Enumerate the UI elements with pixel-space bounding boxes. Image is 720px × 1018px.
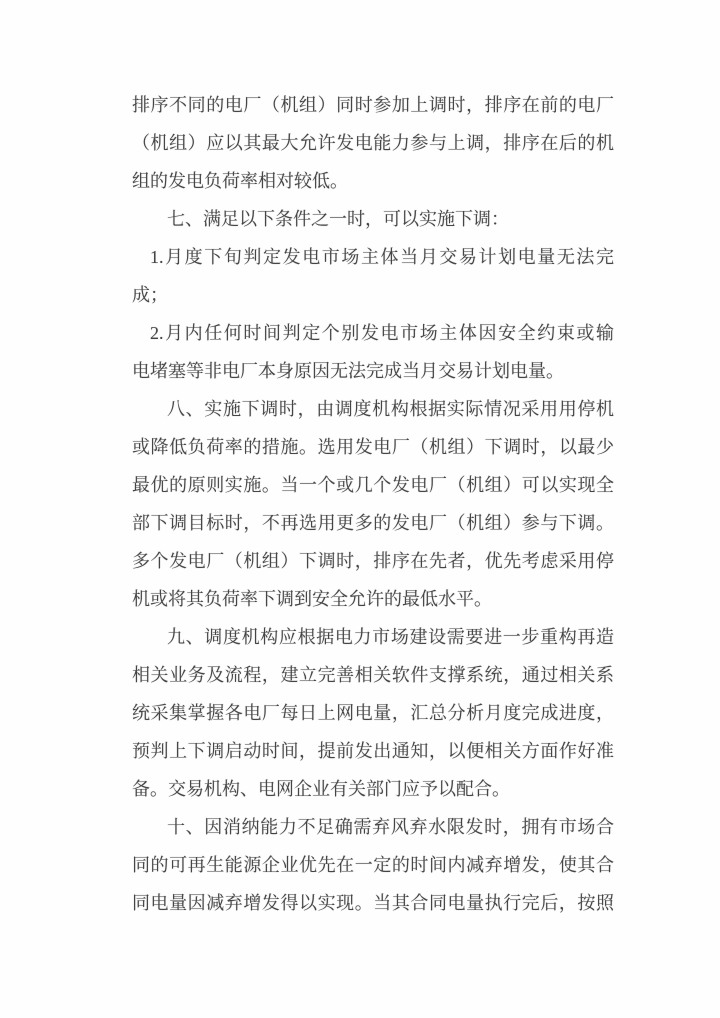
text-line: 成； <box>132 285 168 305</box>
text-line: 预判上下调启动时间，提前发出通知，以便相关方面作好准 <box>132 741 614 761</box>
text-line: 组的发电负荷率相对较低。 <box>132 171 348 191</box>
text-line: 九、调度机构应根据电力市场建设需要进一步重构再造 <box>167 627 614 647</box>
document-body <box>132 86 614 922</box>
text-line: 相关业务及流程，建立完善相关软件支撑系统，通过相关系 <box>132 665 614 685</box>
text-line: 1.月度下旬判定发电市场主体当月交易计划电量无法完 <box>150 247 614 267</box>
text-line: 排序不同的电厂（机组）同时参加上调时，排序在前的电厂 <box>132 95 614 115</box>
text-line: 同电量因减弃增发得以实现。当其合同电量执行完后，按照 <box>132 893 614 913</box>
text-line: 或降低负荷率的措施。选用发电厂（机组）下调时，以最少 <box>132 437 614 457</box>
text-line: 同的可再生能源企业优先在一定的时间内减弃增发，使其合 <box>132 855 614 875</box>
text-line: 十、因消纳能力不足确需弃风弃水限发时，拥有市场合 <box>167 817 614 837</box>
text-line: 最优的原则实施。当一个或几个发电厂（机组）可以实现全 <box>132 475 614 495</box>
text-line: 机或将其负荷率下调到安全允许的最低水平。 <box>132 589 492 609</box>
text-line: 电堵塞等非电厂本身原因无法完成当月交易计划电量。 <box>132 361 564 381</box>
text-line: （机组）应以其最大允许发电能力参与上调，排序在后的机 <box>132 133 614 153</box>
text-line: 七、满足以下条件之一时，可以实施下调： <box>167 209 509 229</box>
text-line: 部下调目标时，不再选用更多的发电厂（机组）参与下调。 <box>132 513 614 533</box>
text-line: 多个发电厂（机组）下调时，排序在先者，优先考虑采用停 <box>132 551 614 571</box>
text-line: 统采集掌握各电厂每日上网电量，汇总分析月度完成进度， <box>132 703 614 723</box>
text-line: 2.月内任何时间判定个别发电市场主体因安全约束或输 <box>150 323 614 343</box>
text-line: 备。交易机构、电网企业有关部门应予以配合。 <box>132 779 510 799</box>
text-line: 八、实施下调时，由调度机构根据实际情况采用用停机 <box>167 399 614 419</box>
